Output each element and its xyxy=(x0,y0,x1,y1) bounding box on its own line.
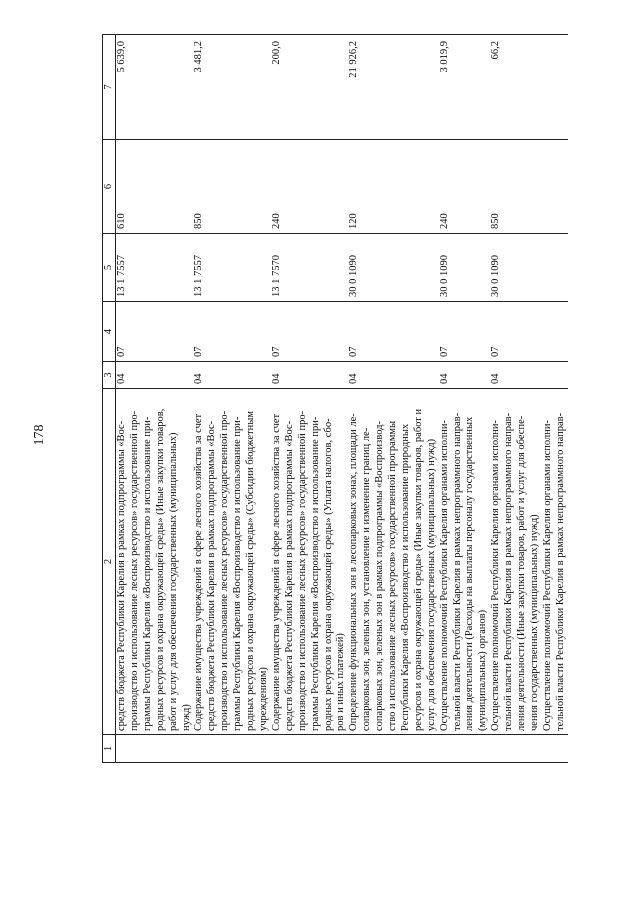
cell-description xyxy=(490,389,542,735)
cell-target-article: 30 0 1090 xyxy=(348,234,438,302)
cell-expense-type: 850 xyxy=(490,140,542,234)
cell-col1 xyxy=(542,735,568,763)
description-line: тельной власти Республики Карелия в рамках непрограммного направ- xyxy=(554,412,566,731)
cell-section: 04 xyxy=(490,362,542,389)
cell-target-article: 30 0 1090 xyxy=(490,234,542,302)
cell-subsection: 07 xyxy=(439,302,491,362)
cell-target-article: 30 0 1090 xyxy=(439,234,491,302)
cell-col1 xyxy=(490,735,542,763)
cell-col1 xyxy=(348,735,438,763)
cell-subsection: 07 xyxy=(193,302,270,362)
cell-description xyxy=(348,389,438,735)
description-line: ров и иных платежей) xyxy=(335,633,347,731)
cell-description xyxy=(439,389,491,735)
cell-expense-type: 610 xyxy=(116,140,194,234)
cell-amount: 3 481,2 xyxy=(193,35,270,140)
cell-section: 04 xyxy=(116,362,194,389)
header-cell-2: 2 xyxy=(103,389,116,735)
description-line: тельной власти Республики Карелия в рамках непрограммного направ- xyxy=(451,412,463,731)
description-line: родных ресурсов и охрана окружающей среды» (Уплата налогов, сбо- xyxy=(322,418,334,731)
cell-expense-type: 240 xyxy=(439,140,491,234)
cell-amount: 21 926,2 xyxy=(348,35,438,140)
description-line: граммы Республики Карелия «Воспроизводство и использование при- xyxy=(232,416,244,731)
description-line: ления деятельности (Расходы на выплаты персоналу государственных xyxy=(464,416,476,731)
description-line: Республики Карелия «Воспроизводство и использование природных xyxy=(399,423,411,731)
cell-expense-type: 120 xyxy=(348,140,438,234)
cell-subsection: 07 xyxy=(348,302,438,362)
header-cell-5: 5 xyxy=(103,234,116,302)
table-row xyxy=(348,35,438,763)
cell-description xyxy=(542,389,568,735)
description-line: производство и использование лесных ресурсов» государственной про- xyxy=(128,410,140,731)
cell-section: 04 xyxy=(193,362,270,389)
description-line: ления деятельности (Иные закупки товаров, работ и услуг для обеспе- xyxy=(516,415,528,731)
description-line: производство и использование лесных ресурсов» государственной про- xyxy=(296,410,308,731)
description-line: чения государственных (муниципальных) нужд) xyxy=(529,514,540,731)
table-row xyxy=(439,35,491,763)
cell-target-article: 13 1 7557 xyxy=(116,234,194,302)
description-line: услуг для обеспечения государственных (муниципальных) нужд) xyxy=(425,438,437,731)
cell-col1 xyxy=(439,735,491,763)
cell-description xyxy=(193,389,270,735)
cell-amount: 200,0 xyxy=(271,35,348,140)
description-line: учреждениям) xyxy=(257,667,269,731)
cell-col1 xyxy=(116,735,194,763)
description-line: средств бюджета Республики Карелия в рамках подпрограммы «Вос- xyxy=(206,420,218,731)
header-row xyxy=(103,35,116,763)
cell-section xyxy=(542,362,568,389)
table-row xyxy=(490,35,542,763)
description-line: нужд) xyxy=(180,704,192,731)
description-line: тельной власти Республики Карелия в рамках непрограммного направ- xyxy=(503,412,515,731)
description-line: Осуществление полномочий Республики Карелия органами исполни- xyxy=(490,420,502,731)
cell-target-article xyxy=(542,234,568,302)
table-row xyxy=(193,35,270,763)
cell-section: 04 xyxy=(348,362,438,389)
cell-expense-type: 850 xyxy=(193,140,270,234)
description-line: производство и использование лесных ресурсов» государственной про- xyxy=(219,410,231,731)
description-line: ство и использование лесных ресурсов» государственной программы xyxy=(387,420,399,731)
rotated-table-wrapper xyxy=(102,35,616,763)
description-line: Осуществление полномочий Республики Карелия органами исполни- xyxy=(438,420,450,731)
header-cell-3: 3 xyxy=(103,362,116,389)
page-number: 178 xyxy=(32,424,47,446)
description-line: средств бюджета Республики Карелия в рамках подпрограммы «Вос- xyxy=(283,420,295,731)
description-line: Содержание имущества учреждений в сфере лесного хозяйства за счет xyxy=(270,413,282,731)
cell-amount xyxy=(542,35,568,140)
cell-amount: 5 639,0 xyxy=(116,35,194,140)
cell-target-article: 13 1 7570 xyxy=(271,234,348,302)
description-line: сопарковых зон, зеленых зон, установление и изменение границ ле- xyxy=(361,427,373,731)
cell-section: 04 xyxy=(439,362,491,389)
description-line: (муниципальных) органов) xyxy=(477,609,489,731)
cell-section: 04 xyxy=(271,362,348,389)
header-cell-7: 7 xyxy=(103,35,116,140)
description-line: сопарковых зон, зеленых зон в рамках подпрограммы «Воспроизвод- xyxy=(374,420,386,731)
cell-subsection: 07 xyxy=(116,302,194,362)
description-line: Содержание имущества учреждений в сфере лесного хозяйства за счет xyxy=(193,413,205,731)
cell-target-article: 13 1 7557 xyxy=(193,234,270,302)
table-row xyxy=(116,35,194,763)
cell-amount: 66,2 xyxy=(490,35,542,140)
description-line: ресурсов и охрана окружающей среды» (Иные закупки товаров, работ и xyxy=(412,408,424,731)
cell-subsection: 07 xyxy=(271,302,348,362)
cell-expense-type xyxy=(542,140,568,234)
description-line: родных ресурсов и охрана окружающей среды» (Субсидии бюджетным xyxy=(245,411,257,731)
table-row xyxy=(542,35,568,763)
header-cell-6: 6 xyxy=(103,140,116,234)
header-cell-1: 1 xyxy=(103,735,116,763)
cell-amount: 3 019,9 xyxy=(439,35,491,140)
description-line: граммы Республики Карелия «Воспроизводство и использование при- xyxy=(141,416,153,731)
cell-subsection: 07 xyxy=(490,302,542,362)
description-line: работ и услуг для обеспечения государственных (муниципальных) xyxy=(167,432,179,731)
cell-description xyxy=(116,389,194,735)
cell-description xyxy=(271,389,348,735)
description-line: Определение функциональных зон в лесопарковых зонах, площади ле- xyxy=(348,413,360,731)
description-line: средств бюджета Республики Карелия в рамках подпрограммы «Вос- xyxy=(116,420,127,731)
header-cell-4: 4 xyxy=(103,302,116,362)
cell-col1 xyxy=(193,735,270,763)
table-row xyxy=(271,35,348,763)
description-line: граммы Республики Карелия «Воспроизводство и использование при- xyxy=(309,416,321,731)
cell-col1 xyxy=(271,735,348,763)
description-line: Осуществление полномочий Республики Карелия органами исполни- xyxy=(541,420,553,731)
budget-table xyxy=(102,34,568,763)
description-line: родных ресурсов и охрана окружающей среды» (Иные закупки товаров, xyxy=(154,408,166,731)
cell-subsection xyxy=(542,302,568,362)
cell-expense-type: 240 xyxy=(271,140,348,234)
